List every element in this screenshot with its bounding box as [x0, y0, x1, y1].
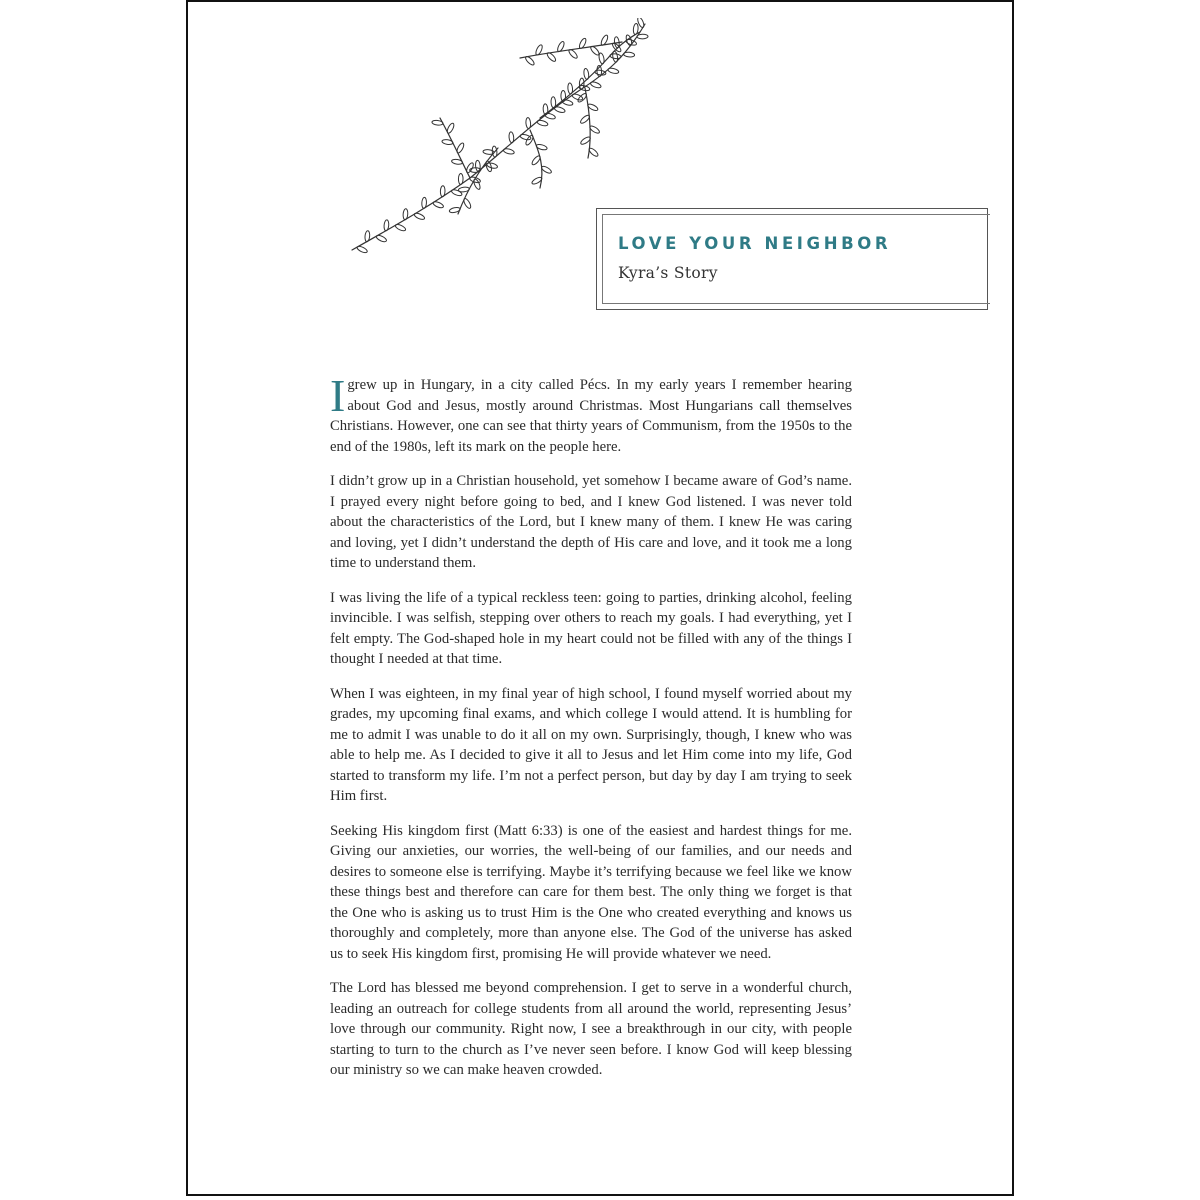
- leaf-mark: [607, 67, 619, 74]
- leaf-mark: [486, 162, 498, 169]
- story-paragraph-text: grew up in Hungary, in a city called Pécs. In my early years I remember hearing about God and Jesus, mostly around Christmas. Most Hungarians call themselves Christians. However, one can see that thirty years of Communism, from the 1950s to the end of the 1980s, left its mark on the people here.: [330, 377, 852, 455]
- story-body: [330, 370, 852, 1095]
- leaf-mark: [544, 112, 556, 120]
- section-title: LOVE YOUR NEIGHBOR: [618, 234, 892, 253]
- leaf-mark: [458, 173, 463, 184]
- leaf-mark: [403, 209, 408, 220]
- story-paragraph: The Lord has blessed me beyond comprehension. I get to serve in a wonderful church, leading an outreach for college students from all around the world, representing Jesus’ love through our community. Right now, I see a breakthrough in our city, with people starting to turn to the church as I’ve never seen before. I know God will keep blessing our ministry so we can make heaven crowded.: [330, 980, 852, 1078]
- page-top-border: [186, 0, 1014, 2]
- leaf-mark: [520, 133, 532, 140]
- leaf-mark: [440, 186, 445, 197]
- leaf-mark: [526, 117, 531, 128]
- leaf-mark: [384, 220, 390, 231]
- leaf-mark: [356, 245, 368, 254]
- story-paragraph: [330, 370, 852, 457]
- leaf-mark: [567, 83, 573, 94]
- leaf-mark: [395, 223, 407, 232]
- title-box-inner-border: [602, 214, 990, 304]
- leaf-mark: [456, 142, 465, 154]
- leaf-mark: [610, 53, 621, 59]
- leaf-mark: [537, 119, 549, 126]
- leaf-mark: [554, 106, 566, 114]
- section-subtitle: Kyra’s Story: [618, 264, 718, 282]
- title-box: [596, 208, 988, 310]
- leaf-mark: [612, 51, 618, 63]
- drop-cap: I: [330, 370, 346, 421]
- story-paragraph: I didn’t grow up in a Christian household, yet somehow I became aware of God’s name. I prayed every night before going to bed, and I knew God listened. I was never told about the characteristics of the Lord, but I knew many of them. I knew He was caring and loving, yet I didn’t understand the depth of His care and love, and it took me a long time to understand them.: [330, 473, 852, 571]
- leaf-mark: [422, 197, 427, 208]
- leaf-mark: [365, 231, 371, 242]
- leaf-mark: [590, 81, 602, 89]
- story-paragraph: Seeking His kingdom first (Matt 6:33) is one of the easiest and hardest things for me. Giving our anxieties, our worries, the well-being of our families, and our needs and desires to someone else is terrifying. Maybe it’s terrifying because we feel like we know these things best and therefore can care for them best. The only thing we forget is that the One who is asking us to trust Him is the One who created everything and knows us thoroughly and completely, more than anyone else. The God of the universe has asked us to seek His kingdom first, promising He will provide whatever we need.: [330, 822, 852, 962]
- leaf-mark: [568, 48, 579, 59]
- leaf-mark: [583, 68, 589, 80]
- leaf-mark: [531, 155, 542, 166]
- leaf-mark: [509, 132, 515, 143]
- leaf-mark: [637, 34, 648, 39]
- leaf-mark: [446, 122, 455, 134]
- leaf-mark: [589, 45, 600, 56]
- leaf-mark: [524, 55, 535, 66]
- leaf-mark: [551, 97, 556, 108]
- leaf-mark: [463, 198, 473, 210]
- leaf-mark: [503, 148, 515, 155]
- leaf-mark: [475, 160, 480, 171]
- leaf-mark: [375, 234, 387, 243]
- leaf-mark: [451, 189, 463, 197]
- leaf-mark: [623, 52, 634, 58]
- leaf-mark: [413, 212, 425, 221]
- leaf-mark: [432, 200, 444, 209]
- story-paragraph: I was living the life of a typical reckless teen: going to parties, drinking alcohol, feeling invincible. I was selfish, stepping over others to reach my goals. I had everything, yet I felt empty. The God-shaped hole in my heart could not be filled with any of the things I thought I needed at that time.: [330, 589, 852, 667]
- leaf-mark: [562, 99, 574, 106]
- story-paragraph: When I was eighteen, in my final year of high school, I found myself worried about my grades, my upcoming final exams, and which college I would attend. It is humbling for me to admit I was unable to do it all on my own. Surprisingly, though, I knew who was able to help me. As I decided to give it all to Jesus and let Him come into my life, God started to transform my life. I’m not a perfect person, but day by day I am trying to seek Him first.: [330, 685, 852, 804]
- leaf-mark: [633, 23, 639, 34]
